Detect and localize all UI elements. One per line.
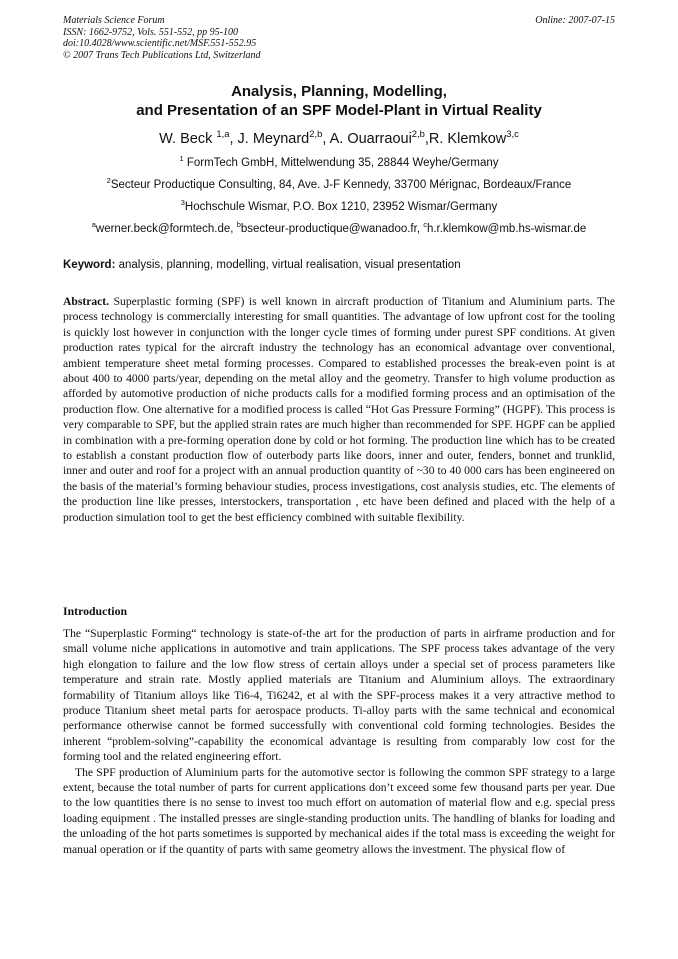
affiliation-3 [20,200,658,214]
online-date: Online: 2007-07-15 [535,15,615,26]
email-c: h.r.klemkow@mb.hs-wismar.de [426,223,587,235]
affiliation-3-text: Hochschule Wismar, P.O. Box 1210, 23952 Wismar/Germany [184,201,498,213]
keywords-text: analysis, planning, modelling, virtual realisation, visual presentation [115,259,461,271]
title-line-2: and Presentation of an SPF Model-Plant in Virtual Reality [136,102,542,119]
keywords-label: Keyword: [63,259,116,271]
email-line [20,222,658,236]
introduction-heading: Introduction [63,604,128,618]
affiliation-2 [20,178,658,192]
affiliation-3-sup: 3 [180,198,185,208]
journal-issn: ISSN: 1662-9752, Vols. 551-552, pp 95-100 [63,26,238,38]
introduction-paragraph-1: The “Superplastic Forming“ technology is state-of-the art for the production of parts in airframe production and for small volume niche applications in automotive and train applications. The SPF process takes advantage of the very high elongation to failure and the low flow stress of certain alloys under a special set of process parameters like temperature and strain rate. Mostly applied materials are Titanium and Aluminium alloys. The extraordinary formability of Titanium alloys like Ti6-4, Ti6242, et al with the SPF-process makes it a very attractive method to produce Titanium sheet metal parts for aerospace products. Ti-alloy parts with the same technical and economical performance otherwise cannot be formed successfully with conventional cold forming technologies. Besides the inherent “problem-solving”-capability the economical advantage is resulting from comparably low cost for the forming tool and the related engineering effort. [63,627,615,764]
affiliation-2-text: Secteur Productique Consulting, 84, Ave. J-F Kennedy, 33700 Mérignac, Bordeaux/France [110,179,572,191]
email-b: bsecteur-productique@wanadoo.fr, [240,223,424,235]
introduction-body [63,626,615,857]
author-beck-sup: 1,a [216,128,230,140]
journal-info [63,15,615,61]
email-a: werner.beck@formtech.de, [95,223,237,235]
author-meynard: , J. Meynard [229,131,310,147]
title-line-1: Analysis, Planning, Modelling, [231,83,447,100]
affiliation-1-text: FormTech GmbH, Mittelwendung 35, 28844 Weyhe/Germany [183,157,499,169]
email-a-sup: a [91,220,96,230]
journal-copyright: © 2007 Trans Tech Publications Ltd, Switzerland [63,49,261,61]
journal-name: Materials Science Forum [63,15,165,26]
author-klemkow: ,R. Klemkow [424,131,507,147]
email-b-sup: b [236,220,241,230]
abstract-label: Abstract. [63,295,110,308]
journal-header [63,15,615,61]
author-beck: W. Beck [159,131,217,147]
author-klemkow-sup: 3,c [506,128,519,140]
affiliation-2-sup: 2 [106,176,111,186]
keywords [63,258,623,272]
abstract [63,294,615,525]
abstract-text: Superplastic forming (SPF) is well known in aircraft production of Titanium and Aluminium parts. The process technology is commercially interesting for small quantities. The advantage of low upfront cost for the tooling is quickly lost however in conjunction with the longer cycle times of forming under purest SPF conditions. At given production rates typical for the aircraft industry the technology has an economical advantage over conventional, ambient temperature sheet metal forming processes. Compared to established processes the break-even point is at about 400 to 4000 parts/year, depending on the metal alloy and the geometry. Transfer to high volume production as afforded by automotive production of niche products calls for a modified forming process and an optimisation of the production flow. One alternative for a modified process is called “Hot Gas Pressure Forming” (HGPF). This process is very comparable to SPF, but the applied strain rates are much higher than recommended for SPF. HGPF can be applied in combination with a pre-forming operation done by cold or hot forming. The production line which has to be created to establish a constant production flow of outerbody parts like doors, inner and outer, fenders, bonnet and trunklid, inner and outer and roof for a project with an annual production quantity of ~30 to 40 000 cars has been engineered on the basis of the material’s forming behaviour studies, process investigations, cost analysis studies, etc. The elements of the production line like presses, interstockers, transportation , etc have been defined and placed with the help of a production simulation tool to get the best efficiency combined with suitable flexibility. [63,295,615,524]
author-list [40,130,638,148]
affiliation-1 [20,156,658,170]
author-ouarraoui-sup: 2,b [411,128,425,140]
journal-doi: doi:10.4028/www.scientific.net/MSF.551-552.95 [63,38,257,49]
author-meynard-sup: 2,b [309,128,323,140]
introduction-paragraph-2: The SPF production of Aluminium parts for the automotive sector is following the common SPF strategy to a large extent, because the total number of parts for current applications don’t exceed some few thousand parts per year. Due to the low quantities there is no sense to invest too much effort on automation of material flow and e.g. special press loading equipment . The installed presses are single-standing production units. The handling of blanks for loading and the unloading of the hot parts sometimes is supported by mechanical aides if the total mass is exceeding the weight for manual operation or if the quantity of parts with same geometry allows the investment. The physical flow of [63,765,615,856]
email-c-sup: c [423,220,427,230]
author-ouarraoui: , A. Ouarraoui [322,131,412,147]
paper-title [63,82,615,120]
affiliation-1-sup: 1 [179,154,184,164]
